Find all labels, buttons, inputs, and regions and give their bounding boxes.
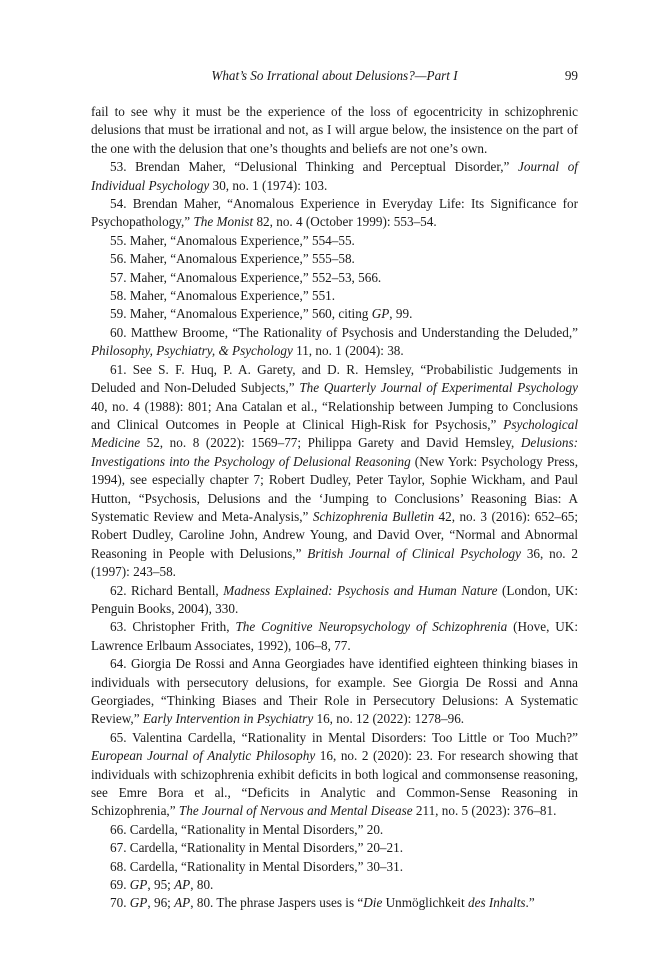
endnote-number: 69. [110, 877, 127, 893]
endnote [91, 158, 578, 195]
endnote-number: 53. [110, 159, 127, 175]
endnote-italic-text: The Cognitive Neuropsychology of Schizophrenia [235, 619, 508, 635]
endnote-italic-text: The Monist [193, 214, 254, 230]
endnote-number: 65. [110, 729, 127, 745]
endnote-text: (New York: Psychology Press, 1994), see especially chapter 7; Robert Dudley, Peter Taylor, Sophie Wickham, and Paul Hutton, “Psychosis, Delusions and the ‘Jumping to Conclusions’ Reasoning Bias: A Systematic Review and Meta-Analysis,” [91, 453, 578, 524]
endnote-text: Brendan Maher, “Delusional Thinking and Perceptual Disorder,” [126, 159, 519, 175]
endnote-italic-text: Die [363, 895, 383, 911]
endnote-number: 67. [110, 840, 127, 856]
endnote [91, 876, 578, 894]
endnote-text: Maher, “Anomalous Experience,” 554–55. [126, 232, 355, 248]
endnote-text: 40, no. 4 (1988): 801; Ana Catalan et al., “Relationship between Jumping to Conclusions and Clinical Outcomes in People at Clinical High-Risk for Psychosis,” [91, 398, 578, 432]
endnote [91, 305, 578, 323]
endnote-text: 16, no. 2 (2020): 23. For research showing that individuals with schizophrenia exhibit deficits in both logical and commonsense reasoning, see Emre Bora et al., “Deficits in Analytic and Common-Sense Reasoning in Schizophrenia,” [91, 748, 578, 819]
endnote-text: Unmöglichkeit [382, 895, 469, 911]
endnote-number: 55. [110, 232, 127, 248]
endnote-text: 16, no. 12 (2022): 1278–96. [313, 711, 465, 727]
endnote-text: (Hove, UK: Lawrence Erlbaum Associates, 1992), 106–8, 77. [91, 619, 578, 653]
endnote [91, 821, 578, 839]
endnote-italic-text: Psychological Medicine [91, 416, 578, 451]
endnote-number: 61. [110, 361, 127, 377]
endnote-text: 36, no. 2 (1997): 243–58. [91, 545, 579, 580]
endnote-number: 63. [110, 619, 127, 635]
endnote-number: 62. [110, 582, 127, 598]
endnote [91, 858, 578, 876]
endnote-number: 56. [110, 251, 127, 267]
endnote-text: .” [525, 895, 535, 911]
endnote-italic-text: Madness Explained: Psychosis and Human Nature [223, 582, 498, 598]
endnote [91, 729, 578, 821]
endnote-number: 68. [110, 858, 127, 874]
page-number: 99 [564, 68, 578, 83]
endnote-text: 42, no. 3 (2016): 652–65; Robert Dudley, Caroline John, Andrew Young, and David Over, “Normal and Abnormal Reasoning in People with Delusions,” [91, 508, 578, 561]
endnote-text: 52, no. 8 (2022): 1569–77; Philippa Garety and David Hemsley, [140, 435, 521, 451]
endnote [91, 894, 578, 912]
endnote-italic-text: European Journal of Analytic Philosophy [91, 748, 316, 764]
endnote-italic-text: Early Intervention in Psychiatry [142, 711, 314, 727]
endnote [91, 582, 578, 619]
endnote-text: , 99. [389, 306, 413, 322]
endnote [91, 618, 578, 655]
endnote-italic-text: AP [174, 895, 191, 911]
endnote-text: Cardella, “Rationality in Mental Disorders,” 20. [126, 821, 384, 837]
endnote-italic-text: GP [371, 306, 390, 322]
endnote-italic-text: Philosophy, Psychiatry, & Psychology [91, 343, 293, 359]
endnote-italic-text: AP [174, 877, 191, 893]
endnote-italic-text: Schizophrenia Bulletin [312, 508, 435, 524]
endnote-italic-text: The Journal of Nervous and Mental Disease [178, 803, 413, 819]
endnote [91, 232, 578, 250]
endnote-text: 211, no. 5 (2023): 376–81. [412, 803, 557, 819]
endnote-text: Matthew Broome, “The Rationality of Psychosis and Understanding the Deluded,” [126, 324, 578, 340]
endnote-text: See S. F. Huq, P. A. Garety, and D. R. Hemsley, “Probabilistic Judgements in Deluded and Non-Deluded Subjects,” [91, 361, 578, 396]
endnote-italic-text: Delusions: Investigations into the Psychology of Delusional Reasoning [91, 435, 578, 469]
running-head [91, 66, 578, 86]
endnote [91, 250, 578, 268]
endnote-text: Richard Bentall, [126, 582, 224, 598]
endnote [91, 324, 578, 361]
endnote-italic-text: des Inhalts [468, 895, 526, 911]
continuation-paragraph: fail to see why it must be the experience of the loss of egocentricity in schizophrenic delusions that must be irrational and not, as I will argue below, the insistence on the part of the one with the delusion that one’s thoughts and beliefs are not one’s own. [91, 104, 578, 156]
endnote-text: , 80. The phrase Jaspers uses is “ [190, 895, 364, 911]
endnote-text: 11, no. 1 (2004): 38. [292, 343, 404, 359]
endnote-text: , 96; [147, 895, 175, 911]
endnote-number: 60. [110, 324, 127, 340]
endnote-text: (London, UK: Penguin Books, 2004), 330. [91, 582, 578, 616]
endnote-italic-text: British Journal of Clinical Psychology [307, 545, 521, 561]
endnote-italic-text: GP [129, 895, 148, 911]
endnote-text: 82, no. 4 (October 1999): 553–54. [253, 214, 437, 230]
endnote-number: 54. [110, 196, 127, 212]
endnote-text: Maher, “Anomalous Experience,” 551. [126, 288, 336, 304]
endnote-text: Maher, “Anomalous Experience,” 555–58. [126, 251, 355, 267]
endnote [91, 361, 578, 582]
endnote-text: , 95; [147, 877, 175, 893]
endnote-text: Maher, “Anomalous Experience,” 552–53, 566. [126, 269, 382, 285]
endnote-number: 64. [110, 656, 127, 672]
endnote-italic-text: GP [129, 877, 148, 893]
endnote [91, 839, 578, 857]
endnote-number: 70. [110, 895, 127, 911]
endnote-text: Christopher Frith, [126, 619, 236, 635]
running-title: What’s So Irrational about Delusions?—Part I [211, 68, 458, 83]
endnote [91, 269, 578, 287]
endnote-italic-text: The Quarterly Journal of Experimental Psychology [299, 380, 578, 396]
endnote-italic-text: Journal of Individual Psychology [91, 159, 578, 193]
endnote-text: Brendan Maher, “Anomalous Experience in Everyday Life: Its Significance for Psychopathology,” [91, 196, 578, 230]
endnote-number: 59. [110, 306, 127, 322]
endnote-number: 57. [110, 269, 127, 285]
endnote [91, 655, 578, 729]
endnote-text: Valentina Cardella, “Rationality in Mental Disorders: Too Little or Too Much?” [126, 729, 578, 745]
endnote-text: 30, no. 1 (1974): 103. [209, 177, 328, 193]
endnote-number: 66. [110, 821, 127, 837]
endnote [91, 195, 578, 232]
endnote [91, 287, 578, 305]
endnote-text: Giorgia De Rossi and Anna Georgiades have identified eighteen thinking biases in individuals with persecutory delusions, for example. See Giorgia De Rossi and Anna Georgiades, “Thinking Biases and Their Role in Persecutory Delusions: A Systematic Review,” [91, 656, 578, 727]
endnotes-block [91, 103, 578, 913]
endnote-number: 58. [110, 288, 127, 304]
endnote-text: Maher, “Anomalous Experience,” 560, citing [126, 306, 372, 322]
endnote-text: Cardella, “Rationality in Mental Disorders,” 30–31. [126, 858, 403, 874]
endnote-text: Cardella, “Rationality in Mental Disorders,” 20–21. [126, 840, 403, 856]
endnote-text: , 80. [190, 877, 214, 893]
